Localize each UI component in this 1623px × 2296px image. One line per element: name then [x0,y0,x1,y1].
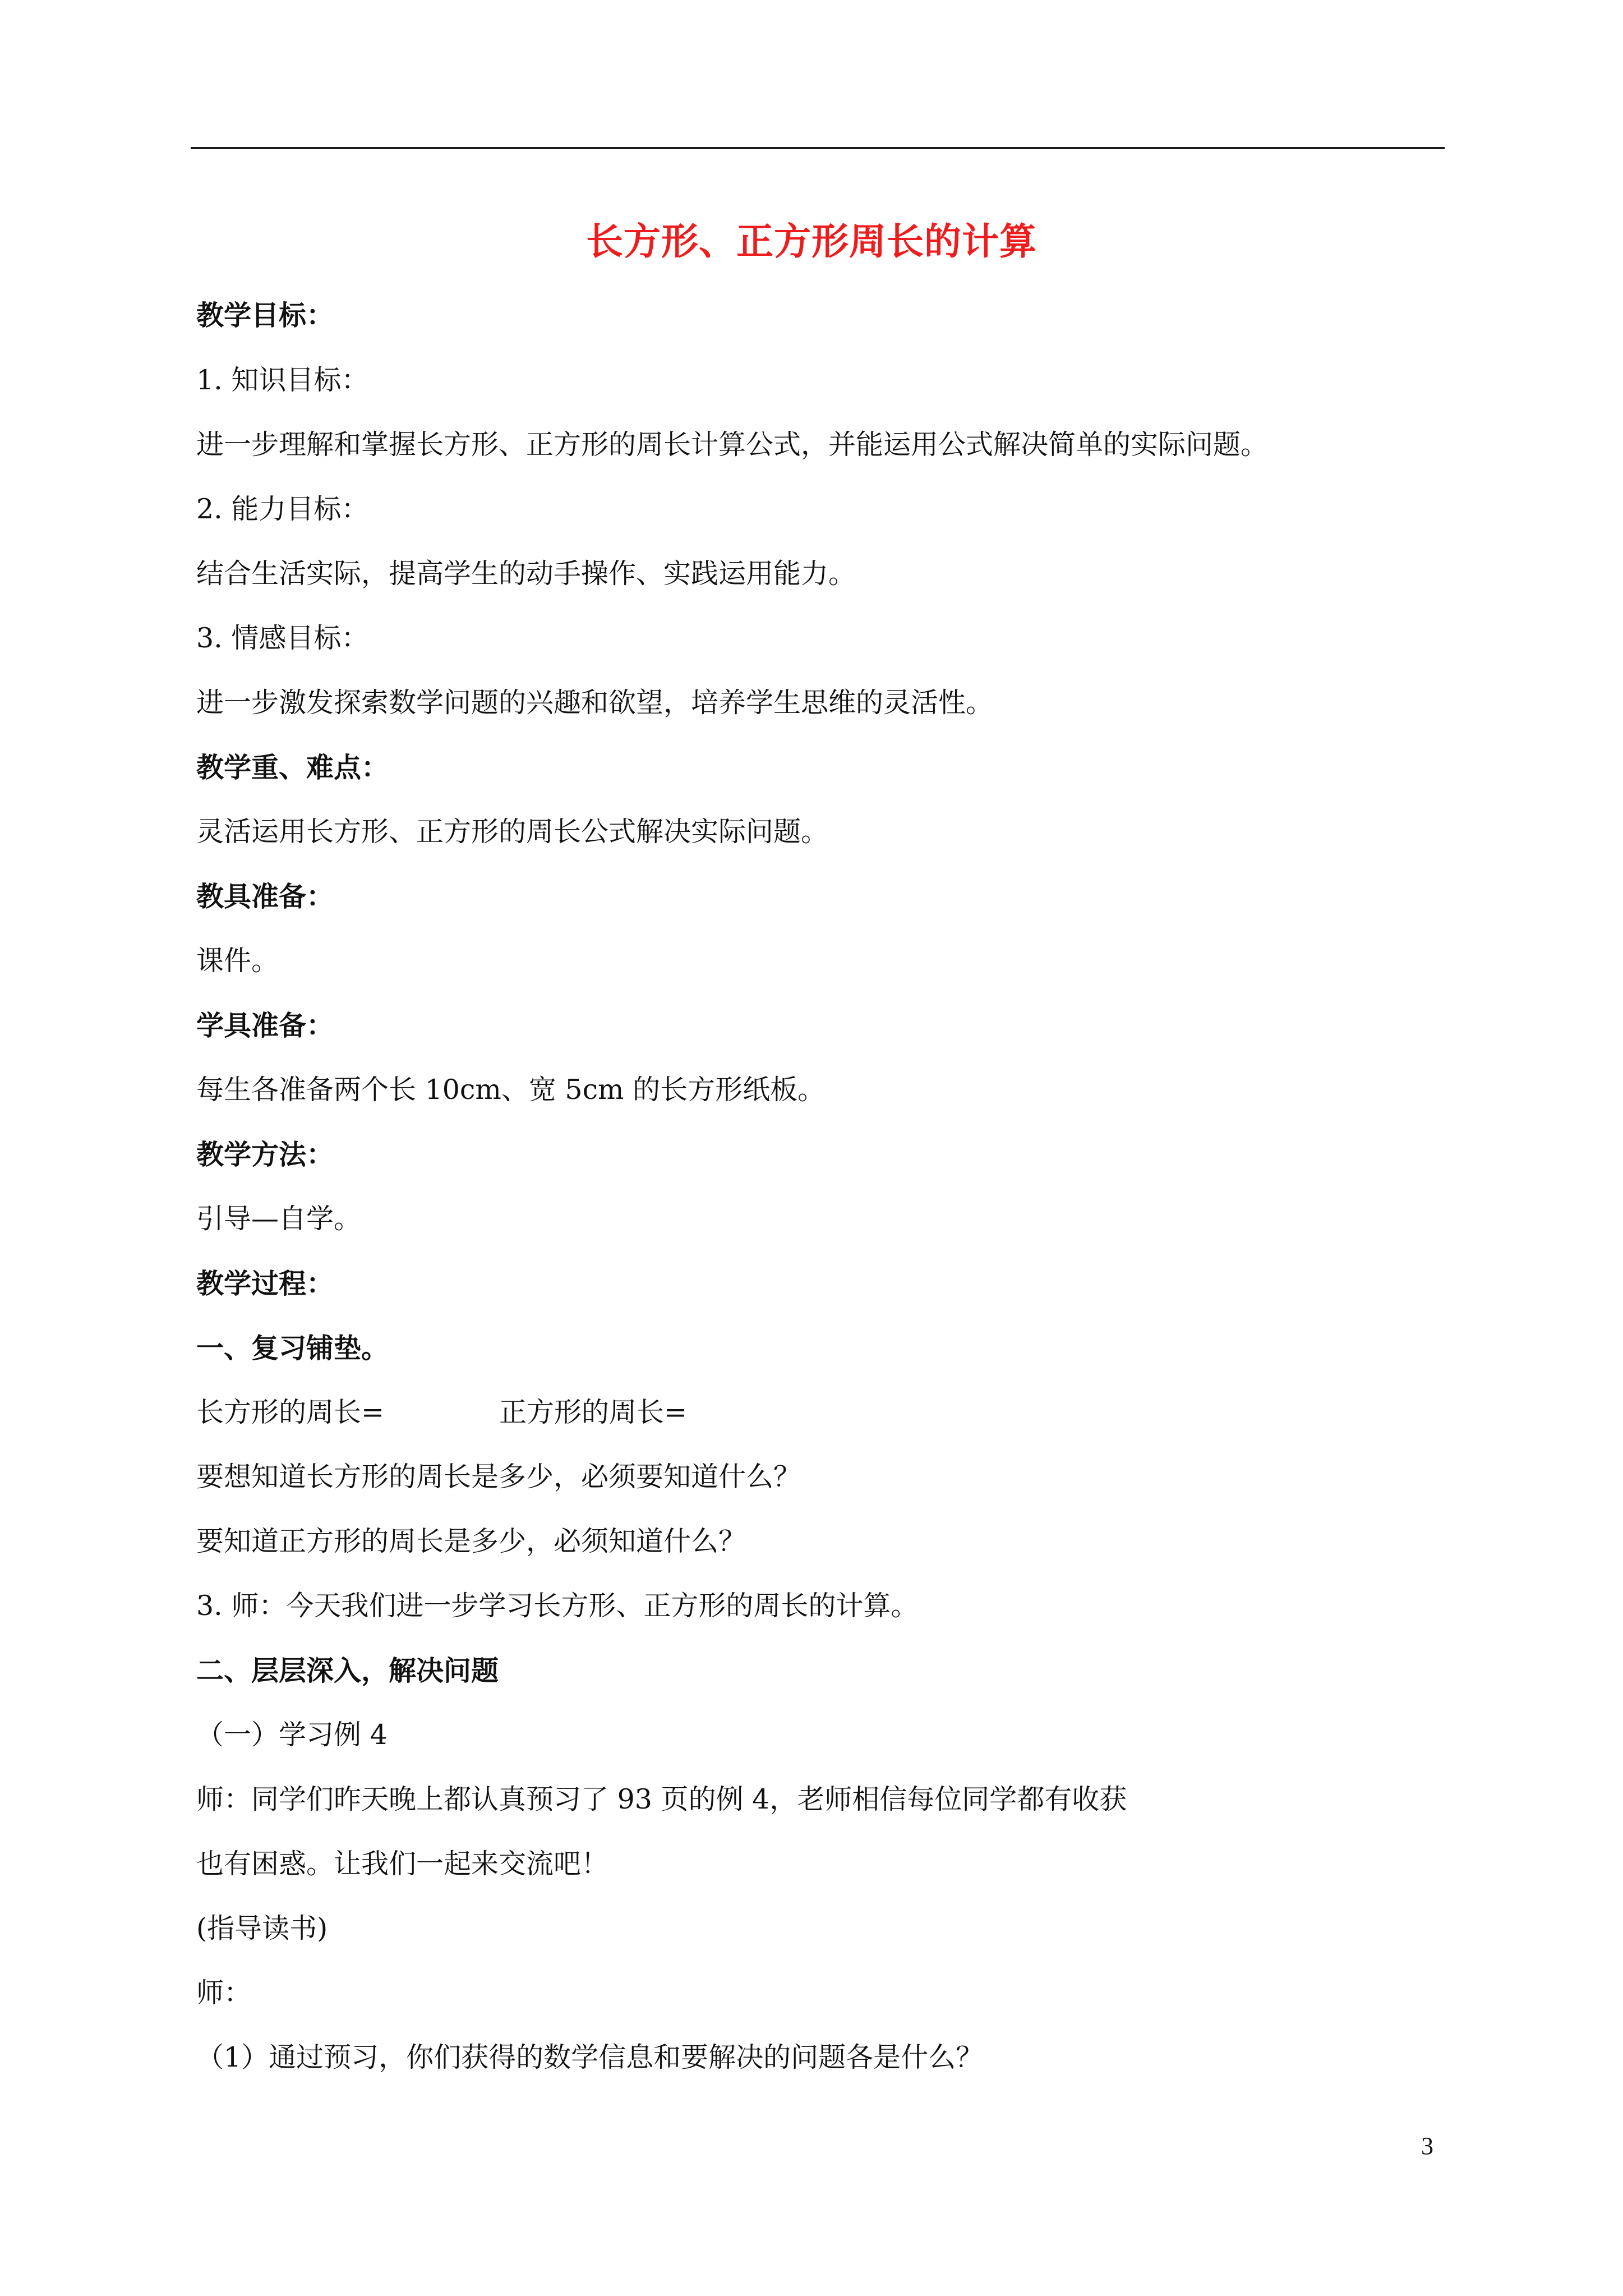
teacher-speech-line-1: 师：同学们昨天晚上都认真预习了 93 页的例 4，老师相信每位同学都有收获 [196,1783,1127,1815]
teacher-speech-line-2: 也有困惑。让我们一起来交流吧！ [196,1848,609,1880]
goal-knowledge-text: 进一步理解和掌握长方形、正方形的周长计算公式，并能运用公式解决简单的实际问题。 [196,429,1269,461]
reading-guidance-note: (指导读书) [196,1912,328,1944]
heading-student-aids: 学具准备： [196,1009,334,1042]
teacher-label: 师： [196,1977,252,2009]
question-1-text: （1）通过预习，你们获得的数学信息和要解决的问题各是什么？ [196,2041,984,2073]
student-aids-text: 每生各准备两个长 10cm、宽 5cm 的长方形纸板。 [196,1074,826,1106]
teaching-aids-text: 课件。 [196,945,279,977]
section-review-heading: 一、复习铺垫。 [196,1332,389,1364]
page-number: 3 [1421,2132,1433,2160]
heading-key-points: 教学重、难点： [196,751,389,784]
goal-emotion-text: 进一步激发探索数学问题的兴趣和欲望，培养学生思维的灵活性。 [196,687,994,719]
rectangle-perimeter-formula: 长方形的周长= [196,1396,385,1428]
goal-ability-text: 结合生活实际，提高学生的动手操作、实践运用能力。 [196,558,856,590]
goal-knowledge-label: 1. 知识目标： [196,364,369,396]
teacher-intro-line: 3. 师：今天我们进一步学习长方形、正方形的周长的计算。 [196,1590,919,1622]
header-rule [191,147,1445,149]
goal-ability-label: 2. 能力目标： [196,493,369,525]
heading-teaching-process: 教学过程： [196,1267,334,1300]
heading-teaching-goals: 教学目标： [196,299,334,332]
review-question-rectangle: 要想知道长方形的周长是多少，必须要知道什么？ [196,1461,801,1493]
heading-teaching-method: 教学方法： [196,1138,334,1171]
review-question-square: 要知道正方形的周长是多少，必须知道什么？ [196,1525,746,1557]
teaching-method-text: 引导—自学。 [196,1203,362,1235]
document-title: 长方形、正方形周长的计算 [586,219,1037,263]
key-points-text: 灵活运用长方形、正方形的周长公式解决实际问题。 [196,816,829,848]
square-perimeter-formula: 正方形的周长= [499,1396,688,1428]
heading-teaching-aids: 教具准备： [196,880,334,913]
example-4-label: （一）学习例 4 [196,1719,388,1751]
goal-emotion-label: 3. 情感目标： [196,622,369,654]
section-deepen-heading: 二、层层深入，解决问题 [196,1654,499,1687]
